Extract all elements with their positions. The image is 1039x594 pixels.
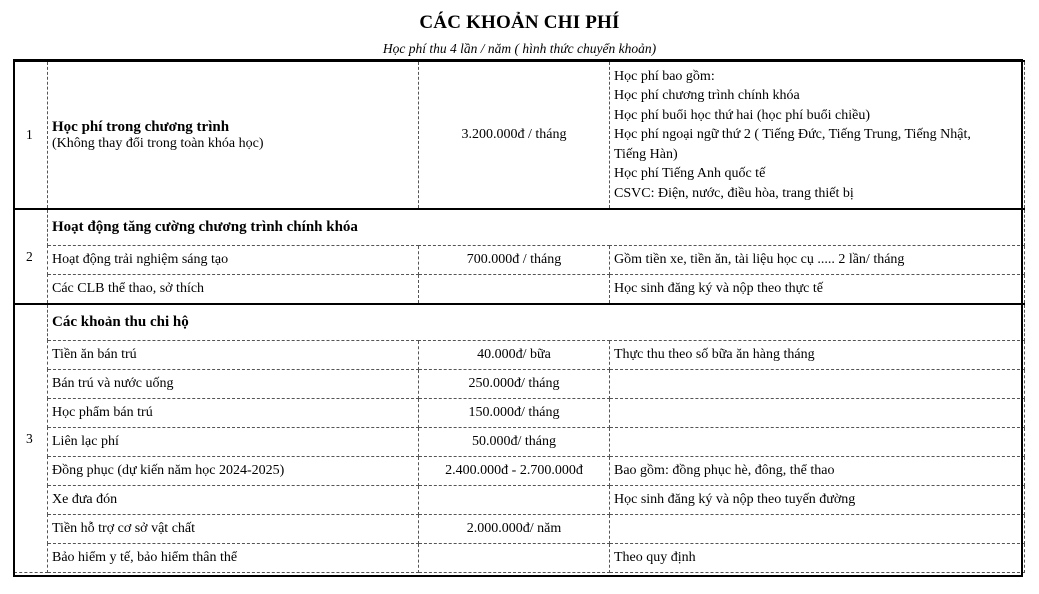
table-row <box>15 61 1025 209</box>
note-cell <box>610 428 1025 457</box>
table-row <box>15 399 1025 428</box>
section-heading: Hoạt động tăng cường chương trình chính khóa <box>48 209 1025 246</box>
note-cell: Thực thu theo số bữa ăn hàng tháng <box>610 341 1025 370</box>
item-cell: Học phẩm bán trú <box>48 399 419 428</box>
note-line: Học phí Tiếng Anh quốc tế <box>614 166 766 182</box>
note-cell <box>610 515 1025 544</box>
table-row <box>15 370 1025 399</box>
note-line: CSVC: Điện, nước, điều hòa, trang thiết bị <box>614 185 854 201</box>
table-row <box>15 486 1025 515</box>
table-row <box>15 457 1025 486</box>
note-cell: Học sinh đăng ký và nộp theo tuyến đường <box>610 486 1025 515</box>
note-line: Học phí buổi học thứ hai (học phí buổi chiều) <box>614 107 871 123</box>
amount-cell: 2.400.000đ - 2.700.000đ <box>419 457 610 486</box>
note-cell: Theo quy định <box>610 544 1025 573</box>
section-heading: Các khoản thu chi hộ <box>48 304 1025 341</box>
item-cell: Các CLB thể thao, sở thích <box>48 275 419 305</box>
item-cell: Tiền ăn bán trú <box>48 341 419 370</box>
amount-cell: 3.200.000đ / tháng <box>419 61 610 209</box>
item-cell: Hoạt động trải nghiệm sáng tạo <box>48 246 419 275</box>
amount-cell: 700.000đ / tháng <box>419 246 610 275</box>
page-title: CÁC KHOẢN CHI PHÍ <box>419 12 620 33</box>
note-line: Học phí ngoại ngữ thứ 2 ( Tiếng Đức, Tiếng Trung, Tiếng Nhật, <box>614 127 971 143</box>
note-cell <box>610 399 1025 428</box>
table-row <box>15 515 1025 544</box>
table-row <box>15 544 1025 573</box>
table-row <box>15 304 1025 341</box>
note-line: Học phí bao gồm: <box>614 68 715 84</box>
table-row <box>15 428 1025 457</box>
amount-cell: 250.000đ/ tháng <box>419 370 610 399</box>
item-cell: Xe đưa đón <box>48 486 419 515</box>
table-row <box>15 341 1025 370</box>
section-number: 3 <box>15 304 48 573</box>
amount-cell: 150.000đ/ tháng <box>419 399 610 428</box>
table-row <box>15 209 1025 246</box>
amount-cell: 2.000.000đ/ năm <box>419 515 610 544</box>
note-cell <box>610 370 1025 399</box>
amount-cell: 40.000đ/ bữa <box>419 341 610 370</box>
note-cell: Bao gồm: đồng phục hè, đông, thể thao <box>610 457 1025 486</box>
item-cell: Bảo hiểm y tế, bảo hiểm thân thể <box>48 544 419 573</box>
section-name: Học phí trong chương trình <box>52 118 230 135</box>
note-line: Học phí chương trình chính khóa <box>614 88 800 104</box>
note-cell: Học sinh đăng ký và nộp theo thực tế <box>610 275 1025 305</box>
section-number: 2 <box>15 209 48 304</box>
amount-cell <box>419 544 610 573</box>
page-subtitle: Học phí thu 4 lần / năm ( hình thức chuyển khoản) <box>382 41 657 56</box>
section-number: 1 <box>15 61 48 209</box>
note-line: Tiếng Hàn) <box>614 146 678 162</box>
item-cell: Tiền hỗ trợ cơ sở vật chất <box>48 515 419 544</box>
section-subname: (Không thay đổi trong toàn khóa học) <box>52 135 264 151</box>
table-row <box>15 275 1025 305</box>
amount-cell <box>419 275 610 305</box>
item-cell: Liên lạc phí <box>48 428 419 457</box>
section-name-cell <box>48 61 419 209</box>
amount-cell: 50.000đ/ tháng <box>419 428 610 457</box>
fee-table <box>14 60 1025 573</box>
amount-cell <box>419 486 610 515</box>
table-row <box>15 246 1025 275</box>
item-cell: Đồng phục (dự kiến năm học 2024-2025) <box>48 457 419 486</box>
note-cell: Gồm tiền xe, tiền ăn, tài liệu học cụ ..... 2 lần/ tháng <box>610 246 1025 275</box>
note-cell <box>610 61 1025 209</box>
item-cell: Bán trú và nước uống <box>48 370 419 399</box>
